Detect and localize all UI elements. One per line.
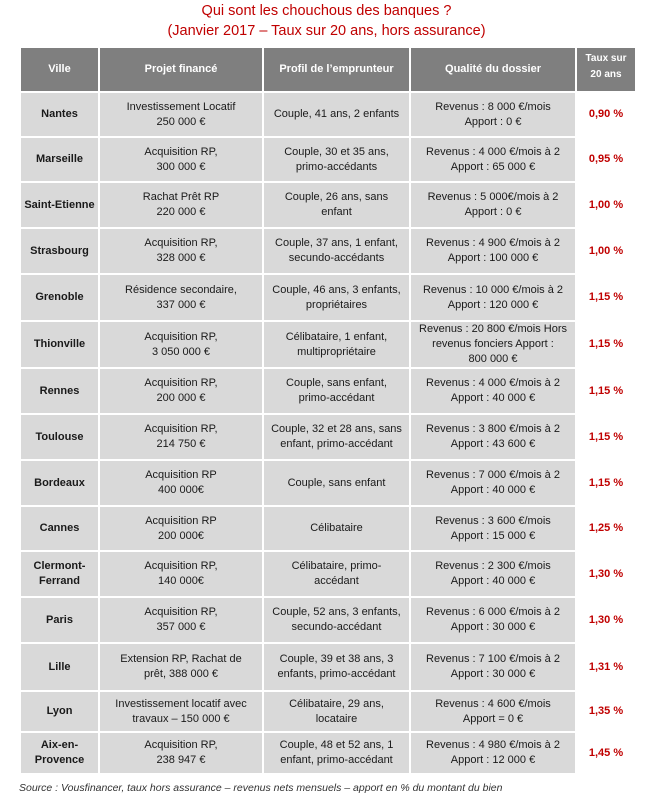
cell-projet-line: Résidence secondaire, (125, 283, 237, 296)
cell-ville-line: Marseille (35, 153, 84, 165)
cell-profil-line: enfants, primo-accédant (277, 668, 396, 680)
cell-qualite (410, 321, 576, 368)
cell-projet-line: 214 750 € (156, 438, 206, 450)
cell-qualite (410, 597, 576, 643)
cell-profil (263, 274, 410, 321)
cell-projet-line: Rachat Prêt RP (142, 191, 220, 203)
title-line-2: (Janvier 2017 – Taux sur 20 ans, hors assurance) (167, 23, 486, 39)
cell-profil-line: Couple, 26 ans, sans (284, 191, 389, 203)
cell-ville (20, 506, 99, 551)
table-row (20, 506, 636, 551)
cell-qualite (410, 460, 576, 506)
cell-projet-line: 220 000 € (156, 206, 206, 218)
cell-projet-line: Acquisition RP, (144, 237, 218, 249)
cell-ville (20, 551, 99, 597)
cell-projet (99, 321, 263, 368)
table-row (20, 643, 636, 691)
rates-table (19, 46, 637, 775)
cell-projet-line: 238 947 € (156, 754, 206, 766)
cell-ville (20, 732, 99, 774)
cell-projet-line: Acquisition RP, (144, 377, 218, 389)
cell-projet-line: Acquisition RP, (144, 606, 218, 618)
header-taux: Taux sur 20 ans (576, 47, 636, 92)
cell-projet-line: 357 000 € (156, 621, 206, 633)
cell-ville-line: Provence (34, 754, 85, 766)
cell-profil (263, 414, 410, 460)
cell-profil-line: enfant, primo-accédant (280, 438, 393, 450)
cell-projet-line: 250 000 € (156, 115, 206, 128)
cell-profil-line: Couple, 48 et 52 ans, 1 (279, 739, 394, 751)
cell-profil-line: Couple, 32 et 28 ans, sans (271, 423, 402, 435)
cell-profil-line: enfant (321, 206, 352, 218)
table-row (20, 732, 636, 774)
cell-projet-line: Acquisition RP, (144, 739, 218, 751)
cell-qualite-line: Revenus : 4 600 €/mois (435, 697, 551, 710)
cell-projet-line: Investissement Locatif (126, 100, 236, 113)
cell-profil-line: primo-accédant (298, 392, 375, 404)
cell-qualite-line: revenus fonciers Apport : (432, 338, 554, 350)
cell-profil (263, 732, 410, 774)
cell-qualite-line: Revenus : 5 000€/mois à 2 (427, 191, 559, 203)
cell-projet (99, 92, 263, 137)
cell-taux: 1,00 % (576, 228, 636, 274)
cell-qualite-line: Revenus : 4 900 €/mois à 2 (426, 237, 560, 249)
cell-profil (263, 506, 410, 551)
table-row (20, 228, 636, 274)
cell-ville (20, 321, 99, 368)
cell-profil-line: Célibataire, 1 enfant, (285, 330, 388, 343)
source-note: Source : Vousfinancer, taux hors assurance – revenus nets mensuels – apport en % du montant du bien (19, 782, 503, 794)
cell-qualite-line: 800 000 € (468, 353, 518, 365)
cell-projet-line: 200 000€ (158, 529, 204, 542)
cell-profil-line: Couple, 46 ans, 3 enfants, (272, 283, 401, 296)
cell-projet-line: 3 050 000 € (151, 345, 211, 358)
cell-qualite-line: Revenus : 10 000 €/mois à 2 (422, 283, 564, 296)
cell-profil-line: Couple, sans enfant, (286, 377, 387, 389)
cell-ville-line: Bordeaux (34, 476, 85, 489)
cell-taux: 1,15 % (576, 414, 636, 460)
cell-qualite-line: Revenus : 2 300 €/mois (435, 560, 551, 572)
cell-qualite-line: Apport : 100 000 € (447, 252, 539, 264)
cell-ville (20, 274, 99, 321)
cell-taux: 1,30 % (576, 597, 636, 643)
table-row (20, 368, 636, 414)
cell-ville (20, 691, 99, 732)
cell-projet-line: Acquisition RP, (144, 330, 218, 343)
cell-ville (20, 368, 99, 414)
title-line-1: Qui sont les chouchous des banques ? (201, 3, 452, 19)
cell-qualite (410, 691, 576, 732)
cell-ville-line: Thionville (33, 338, 86, 350)
cell-qualite-line: Apport : 30 000 € (450, 668, 536, 680)
cell-ville (20, 137, 99, 182)
cell-projet (99, 597, 263, 643)
cell-projet (99, 551, 263, 597)
table-row (20, 414, 636, 460)
cell-projet (99, 643, 263, 691)
cell-taux: 1,15 % (576, 368, 636, 414)
header-row (20, 47, 636, 92)
cell-ville-line: Cannes (39, 522, 80, 534)
cell-taux: 1,15 % (576, 321, 636, 368)
cell-qualite (410, 92, 576, 137)
header-projet: Projet financé (99, 47, 263, 92)
table-row (20, 182, 636, 228)
cell-profil (263, 551, 410, 597)
cell-ville (20, 414, 99, 460)
cell-ville-line: Rennes (39, 384, 80, 397)
cell-qualite (410, 551, 576, 597)
cell-ville-line: Toulouse (35, 430, 84, 443)
cell-profil (263, 228, 410, 274)
cell-qualite (410, 274, 576, 321)
cell-projet (99, 368, 263, 414)
cell-qualite (410, 182, 576, 228)
cell-projet (99, 137, 263, 182)
cell-ville-line: Lille (48, 660, 71, 673)
cell-projet-line: Acquisition RP (145, 469, 217, 481)
cell-projet-line: Investissement locatif avec (115, 697, 247, 710)
cell-profil (263, 182, 410, 228)
cell-projet (99, 228, 263, 274)
header-ville: Ville (20, 47, 99, 92)
cell-taux: 1,30 % (576, 551, 636, 597)
cell-qualite-line: Apport = 0 € (462, 712, 524, 725)
cell-qualite-line: Apport : 40 000 € (450, 484, 536, 496)
cell-projet-line: Acquisition RP, (144, 423, 218, 435)
table-row (20, 460, 636, 506)
cell-projet-line: prêt, 388 000 € (143, 668, 218, 680)
cell-qualite-line: Apport : 0 € (464, 206, 522, 218)
cell-profil-line: Couple, sans enfant (287, 476, 386, 489)
cell-ville (20, 92, 99, 137)
table-row (20, 137, 636, 182)
cell-profil-line: secundo-accédants (288, 252, 385, 264)
cell-profil (263, 368, 410, 414)
cell-qualite (410, 643, 576, 691)
cell-taux: 0,95 % (576, 137, 636, 182)
cell-profil-line: propriétaires (305, 298, 368, 311)
cell-taux: 1,15 % (576, 274, 636, 321)
cell-qualite-line: Apport : 30 000 € (450, 621, 536, 633)
cell-profil (263, 321, 410, 368)
cell-qualite-line: Revenus : 7 000 €/mois à 2 (426, 469, 560, 481)
cell-ville-line: Strasbourg (30, 244, 89, 257)
cell-qualite-line: Revenus : 8 000 €/mois (435, 100, 551, 113)
table-row (20, 321, 636, 368)
cell-taux: 0,90 % (576, 92, 636, 137)
cell-qualite-line: Apport : 65 000 € (450, 160, 536, 173)
cell-profil (263, 691, 410, 732)
cell-profil-line: primo-accédants (295, 160, 378, 173)
cell-taux: 1,00 % (576, 182, 636, 228)
cell-qualite-line: Revenus : 6 000 €/mois à 2 (426, 606, 560, 618)
cell-taux: 1,45 % (576, 732, 636, 774)
cell-projet-line: travaux – 150 000 € (132, 712, 230, 725)
cell-projet-line: 328 000 € (156, 252, 206, 264)
cell-qualite-line: Apport : 15 000 € (450, 529, 536, 542)
cell-profil-line: Couple, 37 ans, 1 enfant, (275, 237, 398, 249)
cell-qualite-line: Revenus : 4 000 €/mois à 2 (426, 377, 560, 389)
cell-ville-line: Grenoble (35, 291, 84, 303)
cell-ville-line: Ferrand (39, 575, 80, 587)
cell-taux: 1,35 % (576, 691, 636, 732)
header-qualite: Qualité du dossier (410, 47, 576, 92)
cell-ville-line: Clermont- (33, 560, 86, 572)
cell-projet (99, 182, 263, 228)
cell-profil-line: enfant, primo-accédant (280, 754, 393, 766)
cell-projet-line: 400 000€ (158, 484, 204, 496)
cell-qualite-line: Revenus : 4 000 €/mois à 2 (426, 145, 560, 158)
cell-qualite (410, 414, 576, 460)
cell-ville-line: Lyon (46, 705, 73, 717)
cell-ville-line: Nantes (41, 108, 78, 120)
cell-profil-line: accédant (314, 575, 359, 587)
cell-profil-line: Couple, 52 ans, 3 enfants, (272, 606, 401, 618)
cell-profil-line: locataire (315, 712, 358, 725)
cell-profil (263, 137, 410, 182)
cell-qualite-line: Apport : 40 000 € (450, 392, 536, 404)
cell-ville-line: Saint-Etienne (24, 198, 95, 211)
cell-taux: 1,15 % (576, 460, 636, 506)
cell-profil-line: Couple, 41 ans, 2 enfants (273, 108, 400, 120)
cell-profil-line: secundo-accédant (291, 621, 382, 633)
cell-qualite (410, 228, 576, 274)
cell-ville (20, 597, 99, 643)
cell-qualite-line: Apport : 43 600 € (450, 438, 536, 450)
cell-qualite-line: Revenus : 4 980 €/mois à 2 (426, 739, 560, 751)
cell-ville (20, 460, 99, 506)
cell-profil-line: Célibataire (310, 522, 363, 534)
cell-profil (263, 643, 410, 691)
table-row (20, 691, 636, 732)
table-row (20, 274, 636, 321)
cell-profil (263, 92, 410, 137)
cell-projet-line: Acquisition RP, (144, 560, 218, 572)
cell-projet-line: 337 000 € (156, 298, 206, 311)
cell-projet-line: 300 000 € (156, 160, 206, 173)
cell-projet (99, 414, 263, 460)
cell-ville-line: Paris (46, 613, 73, 626)
cell-projet-line: Acquisition RP (145, 514, 217, 527)
cell-profil-line: multipropriétaire (297, 345, 376, 358)
cell-qualite-line: Apport : 120 000 € (447, 298, 539, 311)
table-row (20, 597, 636, 643)
cell-qualite (410, 506, 576, 551)
cell-taux: 1,31 % (576, 643, 636, 691)
cell-qualite (410, 137, 576, 182)
cell-projet-line: Extension RP, Rachat de (120, 653, 242, 665)
cell-profil-line: Couple, 30 et 35 ans, (284, 145, 389, 158)
cell-projet (99, 460, 263, 506)
cell-qualite-line: Revenus : 7 100 €/mois à 2 (426, 653, 560, 665)
cell-qualite-line: Revenus : 3 600 €/mois (435, 514, 551, 527)
table-row (20, 551, 636, 597)
cell-qualite (410, 732, 576, 774)
cell-ville (20, 182, 99, 228)
cell-qualite-line: Apport : 40 000 € (450, 575, 536, 587)
cell-ville-line: Aix-en- (40, 739, 79, 751)
header-profil: Profil de l’emprunteur (263, 47, 410, 92)
cell-profil-line: Couple, 39 et 38 ans, 3 (279, 653, 394, 665)
cell-projet-line: 140 000€ (158, 575, 204, 587)
cell-projet-line: 200 000 € (156, 392, 206, 404)
cell-ville (20, 643, 99, 691)
cell-qualite-line: Revenus : 3 800 €/mois à 2 (426, 423, 560, 435)
cell-qualite-line: Apport : 0 € (464, 115, 522, 128)
cell-projet (99, 691, 263, 732)
cell-projet-line: Acquisition RP, (144, 145, 218, 158)
cell-profil-line: Célibataire, primo- (291, 560, 382, 572)
cell-profil (263, 460, 410, 506)
cell-qualite-line: Revenus : 20 800 €/mois Hors (419, 323, 567, 335)
table-row (20, 92, 636, 137)
cell-qualite (410, 368, 576, 414)
cell-profil-line: Célibataire, 29 ans, (289, 697, 384, 710)
cell-taux: 1,25 % (576, 506, 636, 551)
cell-profil (263, 597, 410, 643)
cell-projet (99, 732, 263, 774)
table-body (20, 92, 636, 774)
cell-projet (99, 506, 263, 551)
cell-projet (99, 274, 263, 321)
cell-ville (20, 228, 99, 274)
cell-qualite-line: Apport : 12 000 € (450, 754, 536, 766)
